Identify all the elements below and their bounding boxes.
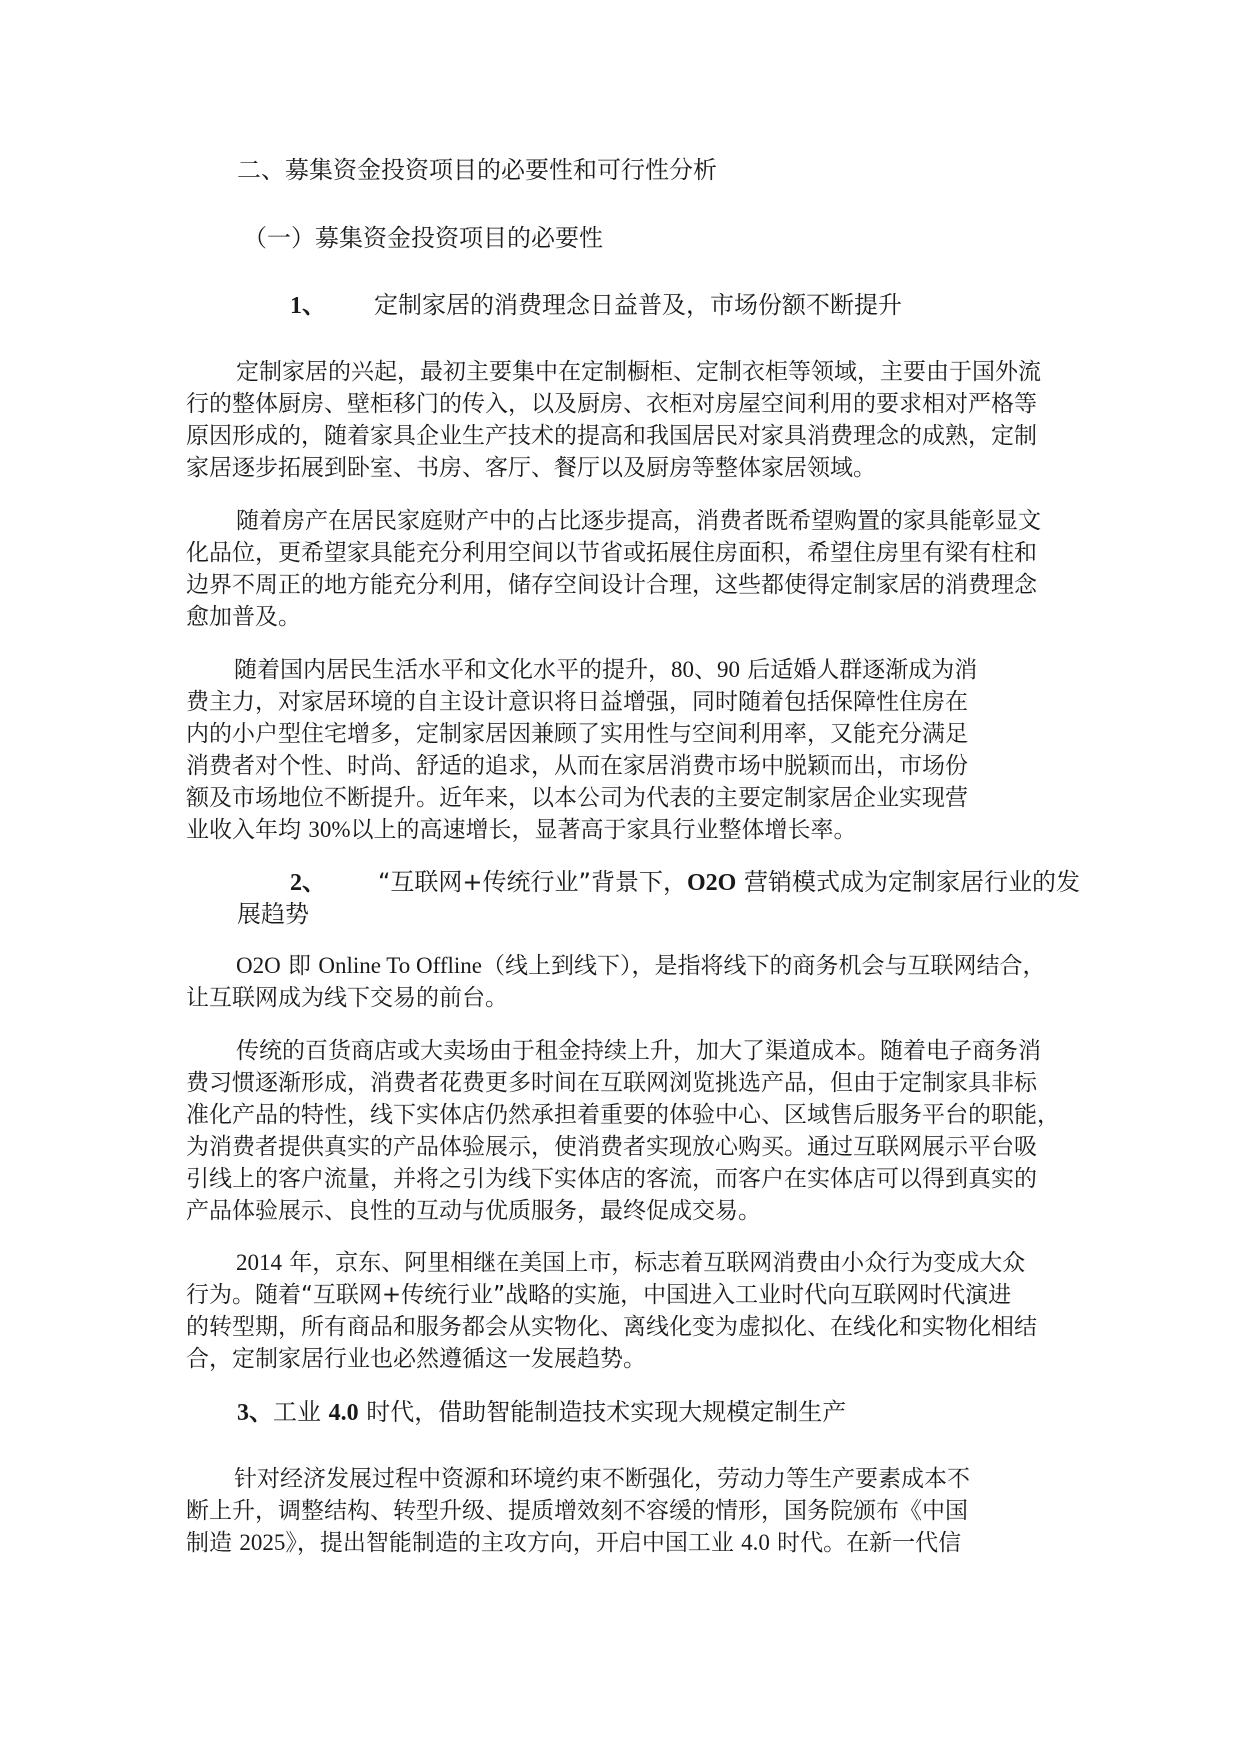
paragraph-line: 愈加普及。	[186, 604, 301, 630]
paragraph-line: 消费者对个性、时尚、舒适的追求，从而在家居消费市场中脱颖而出，市场份	[186, 753, 968, 779]
o2o-bold: O2O	[686, 870, 737, 896]
version-bold: 4.0	[328, 1400, 359, 1426]
item3-number: 3、	[237, 1400, 273, 1426]
item1-title: 定制家居的消费理念日益普及，市场份额不断提升	[374, 291, 902, 319]
item3-heading	[237, 1397, 846, 1428]
text-run: 年，京东、阿里相继在美国上市，标志着互联网消费由小众行为变成大众	[282, 1250, 1026, 1276]
paragraph-line: 断上升，调整结构、转型升级、提质增效刻不容缓的情形，国务院颁布《中国	[186, 1498, 968, 1524]
item1-number: 1、	[290, 293, 326, 319]
text-run: 以上的高速增长，显著高于家具行业整体增长率。	[350, 817, 857, 843]
paragraph-line: 产品体验展示、良性的互动与优质服务，最终促成交易。	[186, 1198, 761, 1224]
paragraph-line: 行为。随着“互联网+传统行业”战略的实施，中国进入工业时代向互联网时代演进	[186, 1282, 1012, 1308]
text-run: 时代，借助智能制造技术实现大规模定制生产	[358, 1398, 847, 1426]
text-run: 后适婚人群逐渐成为消	[740, 657, 978, 683]
text-run: 随着国内居民生活水平和文化水平的提升，	[234, 657, 671, 683]
paragraph-line: 家居逐步拓展到卧室、书房、客厅、餐厅以及厨房等整体家居领域。	[186, 455, 876, 481]
section-title: 二、募集资金投资项目的必要性和可行性分析	[237, 156, 717, 184]
paragraph-line	[234, 655, 977, 685]
text-run: 即	[280, 953, 319, 979]
item2-heading-line: 展趋势	[237, 900, 309, 928]
text-run: 、	[694, 657, 717, 683]
text-run: 》，提出智能制造的主攻方向，开启中国工业	[285, 1530, 742, 1556]
number-run: 2014	[236, 1250, 282, 1275]
paragraph-line: 内的小户型住宅增多，定制家居因兼顾了实用性与空间利用率，又能充分满足	[186, 721, 968, 747]
paragraph-line: 随着房产在居民家庭财产中的占比逐步提高，消费者既希望购置的家具能彰显文	[236, 508, 1041, 534]
paragraph-line: 引线上的客户流量，并将之引为线下实体店的客流，而客户在实体店可以得到真实的	[186, 1166, 1037, 1192]
paragraph-line: 费习惯逐渐形成，消费者花费更多时间在互联网浏览挑选产品，但由于定制家具非标	[186, 1070, 1037, 1096]
paragraph-line	[186, 815, 856, 845]
text-run: （线上到线下），是指将线下的商务机会与互联网结合，	[482, 953, 1046, 979]
paragraph-line: 化品位，更希望家具能充分利用空间以节省或拓展住房面积，希望住房里有梁有柱和	[186, 540, 1037, 566]
paragraph-line: 针对经济发展过程中资源和环境约束不断强化，劳动力等生产要素成本不	[234, 1466, 970, 1492]
number-run: 80	[671, 657, 694, 682]
paragraph-line: 原因形成的，随着家具企业生产技术的提高和我国居民对家具消费理念的成熟，定制	[186, 423, 1037, 449]
text-run: 工业	[273, 1398, 329, 1426]
item2-heading-line	[290, 867, 1080, 898]
item1-heading	[290, 290, 902, 321]
item2-number: 2、	[290, 870, 326, 896]
paragraph-line: 传统的百货商店或大卖场由于租金持续上升，加大了渠道成本。随着电子商务消	[236, 1038, 1041, 1064]
paragraph-line: 额及市场地位不断提升。近年来，以本公司为代表的主要定制家居企业实现营	[186, 785, 968, 811]
paragraph-line	[236, 1248, 1025, 1278]
latin-run: Online To Offline	[318, 953, 482, 978]
paragraph-line	[236, 951, 1046, 981]
number-run: 90	[717, 657, 740, 682]
paragraph-line: 边界不周正的地方能充分利用，储存空间设计合理，这些都使得定制家居的消费理念	[186, 572, 1037, 598]
text-run: 制造	[186, 1530, 240, 1556]
paragraph-line: 行的整体厨房、壁柜移门的传入，以及厨房、衣柜对房屋空间利用的要求相对严格等	[186, 391, 1037, 417]
number-run: 4.0	[741, 1530, 770, 1555]
paragraph-line: 准化产品的特性，线下实体店仍然承担着重要的体验中心、区域售后服务平台的职能，	[186, 1102, 1060, 1128]
paragraph-line: 让互联网成为线下交易的前台。	[186, 985, 508, 1011]
paragraph-line	[186, 1528, 961, 1558]
latin-run: O2O	[236, 953, 281, 978]
paragraph-line: 为消费者提供真实的产品体验展示，使消费者实现放心购买。通过互联网展示平台吸	[186, 1134, 1037, 1160]
text-run: 业收入年均	[186, 817, 309, 843]
paragraph-line: 费主力，对家居环境的自主设计意识将日益增强，同时随着包括保障性住房在	[186, 689, 968, 715]
text-run: 时代。在新一代信	[769, 1530, 962, 1556]
text-run: 营销模式成为定制家居行业的发	[736, 868, 1080, 896]
text-run: “互联网+传统行业”背景下，	[378, 868, 687, 896]
subsection-title: （一）募集资金投资项目的必要性	[243, 224, 603, 252]
paragraph-line: 合，定制家居行业也必然遵循这一发展趋势。	[186, 1346, 646, 1372]
number-run: 2025	[239, 1530, 286, 1555]
paragraph-line: 的转型期，所有商品和服务都会从实物化、离线化变为虚拟化、在线化和实物化相结	[186, 1314, 1037, 1340]
number-run: 30%	[308, 817, 351, 842]
paragraph-line: 定制家居的兴起，最初主要集中在定制橱柜、定制衣柜等领域，主要由于国外流	[236, 359, 1041, 385]
